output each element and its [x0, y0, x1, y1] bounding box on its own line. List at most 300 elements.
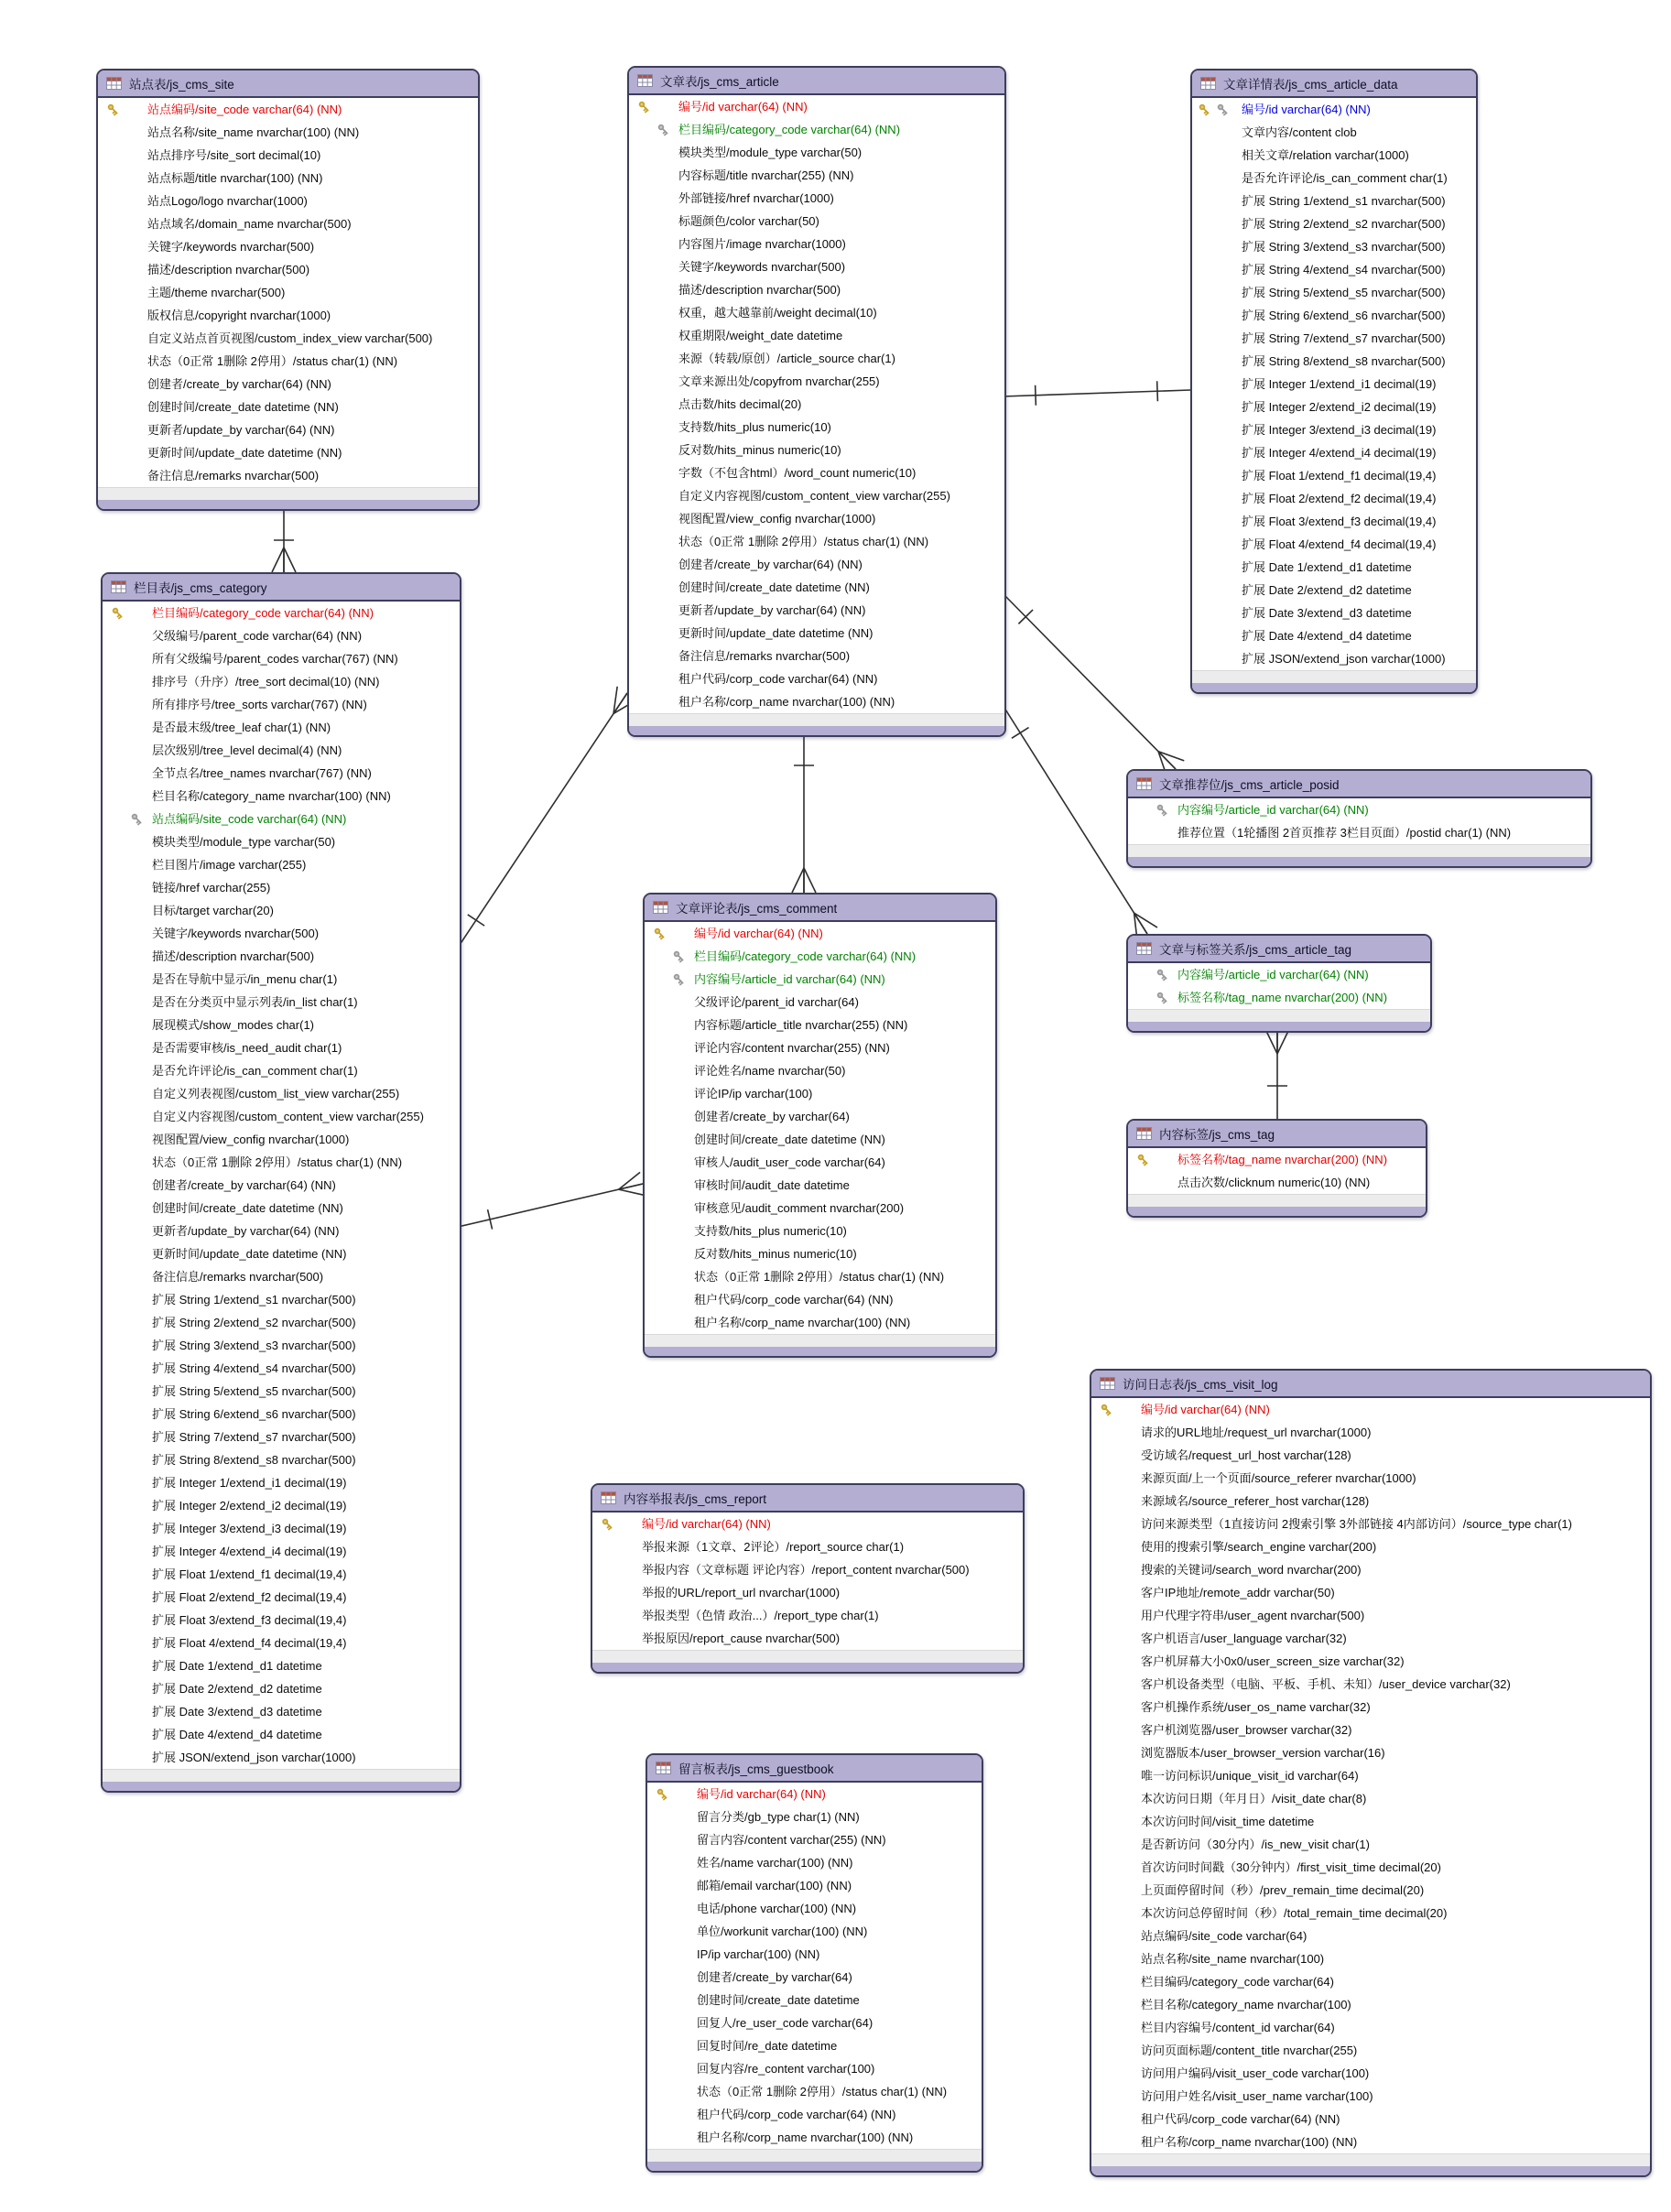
field-row-extend_s1[interactable]: [103, 1288, 460, 1311]
field-list: [647, 1783, 982, 2149]
field-text: 扩展 Float 1/extend_f1 decimal(19,4): [152, 1567, 347, 1581]
field-row-request_url_host[interactable]: [1091, 1444, 1650, 1467]
field-row-report_cause[interactable]: [592, 1627, 1023, 1650]
field-row-keywords[interactable]: [103, 922, 460, 945]
field-row-source_type[interactable]: [1091, 1513, 1650, 1535]
field-text: 电话/phone varchar(100) (NN): [697, 1902, 857, 1915]
field-text: 栏目图片/image varchar(255): [152, 858, 307, 872]
field-row-extend_s7[interactable]: [1192, 327, 1476, 350]
field-text: 扩展 Integer 4/extend_i4 decimal(19): [152, 1545, 347, 1558]
field-text: 状态（0正常 1删除 2停用）/status char(1) (NN): [697, 2085, 948, 2098]
field-row-hits_plus[interactable]: [629, 416, 1004, 439]
field-row-is_can_comment[interactable]: [103, 1059, 460, 1082]
field-text: 来源页面/上一个页面/source_referer nvarchar(1000): [1141, 1471, 1416, 1485]
field-row-status[interactable]: [647, 2080, 982, 2103]
field-row-re_user_code[interactable]: [647, 2011, 982, 2034]
field-row-extend_f3[interactable]: [103, 1609, 460, 1632]
foreign-key-icon: [1156, 803, 1169, 817]
table-js_cms_article[interactable]: [627, 66, 1006, 737]
field-row-user_browser_version[interactable]: [1091, 1741, 1650, 1764]
field-row-extend_d1[interactable]: [103, 1654, 460, 1677]
field-row-extend_s5[interactable]: [1192, 281, 1476, 304]
field-row-corp_code[interactable]: [645, 1288, 995, 1311]
table-title: 站点表/js_cms_site: [129, 78, 234, 92]
field-row-content_title[interactable]: [1091, 2039, 1650, 2062]
field-row-href[interactable]: [103, 876, 460, 899]
field-row-domain_name[interactable]: [98, 212, 478, 235]
field-row-user_os_name[interactable]: [1091, 1696, 1650, 1719]
field-row-visit_time[interactable]: [1091, 1810, 1650, 1833]
field-row-module_type[interactable]: [629, 141, 1004, 164]
field-row-extend_d4[interactable]: [103, 1723, 460, 1746]
field-row-report_url[interactable]: [592, 1581, 1023, 1604]
field-text: 栏目编码/category_code varchar(64): [1141, 1975, 1334, 1989]
field-row-extend_f2[interactable]: [1192, 487, 1476, 510]
field-text: 编号/id varchar(64) (NN): [1242, 103, 1371, 116]
field-row-prev_remain_time[interactable]: [1091, 1879, 1650, 1902]
field-row-user_agent[interactable]: [1091, 1604, 1650, 1627]
field-row-update_by[interactable]: [103, 1220, 460, 1242]
table-title: 文章评论表/js_cms_comment: [676, 902, 838, 916]
field-row-audit_comment[interactable]: [645, 1197, 995, 1220]
field-row-extend_s3[interactable]: [1192, 235, 1476, 258]
table-icon: [1136, 777, 1152, 790]
field-row-user_device[interactable]: [1091, 1673, 1650, 1696]
field-text: 本次访问总停留时间（秒）/total_remain_time decimal(20): [1141, 1906, 1448, 1920]
field-text: 扩展 Integer 2/extend_i2 decimal(19): [1242, 400, 1437, 414]
field-row-article_id[interactable]: [1128, 798, 1590, 821]
field-row-title[interactable]: [629, 164, 1004, 187]
field-row-site_sort[interactable]: [98, 144, 478, 167]
field-row-ip[interactable]: [645, 1082, 995, 1105]
table-js_cms_comment[interactable]: [643, 893, 997, 1358]
field-row-corp_code[interactable]: [647, 2103, 982, 2126]
field-row-description[interactable]: [98, 258, 478, 281]
field-row-extend_s6[interactable]: [103, 1403, 460, 1426]
field-row-extend_d3[interactable]: [1192, 602, 1476, 624]
field-row-clicknum[interactable]: [1128, 1171, 1426, 1194]
field-row-site_name[interactable]: [98, 121, 478, 144]
table-js_cms_tag[interactable]: [1126, 1119, 1427, 1218]
field-row-keywords[interactable]: [98, 235, 478, 258]
field-row-extend_s7[interactable]: [103, 1426, 460, 1448]
field-text: 扩展 String 5/extend_s5 nvarchar(500): [152, 1384, 356, 1398]
table-js_cms_article_posid[interactable]: [1126, 769, 1592, 868]
field-row-extend_s2[interactable]: [1192, 212, 1476, 235]
field-row-custom_index_view[interactable]: [98, 327, 478, 350]
table-js_cms_visit_log[interactable]: [1090, 1369, 1652, 2177]
field-row-create_date[interactable]: [98, 396, 478, 418]
field-row-上一个页面[interactable]: [1091, 1467, 1650, 1490]
field-text: 状态（0正常 1删除 2停用）/status char(1) (NN): [694, 1270, 945, 1284]
field-row-create_by[interactable]: [645, 1105, 995, 1128]
field-row-total_remain_time[interactable]: [1091, 1902, 1650, 1925]
field-row-in_menu[interactable]: [103, 968, 460, 991]
field-row-update_date[interactable]: [103, 1242, 460, 1265]
field-row-copyright[interactable]: [98, 304, 478, 327]
field-row-audit_date[interactable]: [645, 1174, 995, 1197]
table-footer: [1192, 670, 1476, 683]
field-row-extend_f1[interactable]: [1192, 464, 1476, 487]
field-row-remarks[interactable]: [629, 645, 1004, 667]
field-row-extend_i1[interactable]: [1192, 373, 1476, 396]
field-row-name[interactable]: [645, 1059, 995, 1082]
field-row-extend_f3[interactable]: [1192, 510, 1476, 533]
field-text: 访问来源类型（1直接访问 2搜索引擎 3外部链接 4内部访问）/source_type char(1): [1141, 1517, 1572, 1531]
field-row-phone[interactable]: [647, 1897, 982, 1920]
field-row-report_content[interactable]: [592, 1558, 1023, 1581]
field-row-title[interactable]: [98, 167, 478, 190]
field-text: 租户名称/corp_name nvarchar(100) (NN): [694, 1316, 911, 1329]
field-text: 站点名称/site_name nvarchar(100) (NN): [147, 125, 360, 139]
field-row-id[interactable]: [647, 1783, 982, 1805]
field-text: 扩展 Float 2/extend_f2 decimal(19,4): [1242, 492, 1437, 505]
field-text: 本次访问时间/visit_time datetime: [1141, 1815, 1315, 1828]
field-row-target[interactable]: [103, 899, 460, 922]
field-row-weight_date[interactable]: [629, 324, 1004, 347]
field-row-category_code[interactable]: [629, 118, 1004, 141]
field-row-status[interactable]: [629, 530, 1004, 553]
table-header[interactable]: [98, 70, 478, 98]
field-row-request_url[interactable]: [1091, 1421, 1650, 1444]
field-row-extend_json[interactable]: [1192, 647, 1476, 670]
field-row-extend_i2[interactable]: [1192, 396, 1476, 418]
field-row-is_need_audit[interactable]: [103, 1036, 460, 1059]
primary-key-icon: [653, 927, 667, 940]
field-text: 父级编号/parent_code varchar(64) (NN): [152, 629, 363, 643]
table-header[interactable]: [647, 1755, 982, 1783]
field-text: 编号/id varchar(64) (NN): [678, 100, 808, 114]
field-row-is_can_comment[interactable]: [1192, 167, 1476, 190]
table-header[interactable]: [1091, 1371, 1650, 1398]
field-text: 来源域名/source_referer_host varchar(128): [1141, 1494, 1370, 1508]
field-text: 扩展 Date 2/extend_d2 datetime: [152, 1682, 322, 1696]
field-row-extend_s1[interactable]: [1192, 190, 1476, 212]
field-text: 使用的搜索引擎/search_engine varchar(200): [1141, 1540, 1377, 1554]
field-text: 扩展 Integer 3/extend_i3 decimal(19): [152, 1522, 347, 1535]
field-row-site_code[interactable]: [98, 98, 478, 121]
field-text: 排序号（升序）/tree_sort decimal(10) (NN): [152, 675, 380, 689]
field-row-extend_s4[interactable]: [103, 1357, 460, 1380]
field-row-category_code[interactable]: [645, 945, 995, 968]
table-header[interactable]: [1128, 1121, 1426, 1148]
field-text: 扩展 Integer 1/extend_i1 decimal(19): [152, 1476, 347, 1490]
field-text: 扩展 Integer 2/extend_i2 decimal(19): [152, 1499, 347, 1513]
table-js_cms_site[interactable]: [96, 69, 480, 511]
field-row-extend_i2[interactable]: [103, 1494, 460, 1517]
field-row-原创）[interactable]: [629, 347, 1004, 370]
field-row-visit_user_name[interactable]: [1091, 2085, 1650, 2108]
field-row-weight[interactable]: [629, 301, 1004, 324]
field-row-corp_name[interactable]: [645, 1311, 995, 1334]
field-row-create_by[interactable]: [629, 553, 1004, 576]
field-row-audit_user_code[interactable]: [645, 1151, 995, 1174]
field-row-extend_f2[interactable]: [103, 1586, 460, 1609]
table-icon: [111, 580, 126, 593]
field-list: [1128, 798, 1590, 844]
field-row-tag_name[interactable]: [1128, 1148, 1426, 1171]
field-row-extend_d1[interactable]: [1192, 556, 1476, 579]
field-row-status[interactable]: [103, 1151, 460, 1174]
field-row-update_date[interactable]: [629, 622, 1004, 645]
field-list: [1192, 98, 1476, 670]
field-row-site_name[interactable]: [1091, 1947, 1650, 1970]
table-js_cms_guestbook[interactable]: [646, 1753, 983, 2173]
field-row-extend_i3[interactable]: [1192, 418, 1476, 441]
field-row-extend_s2[interactable]: [103, 1311, 460, 1334]
field-text: 展现模式/show_modes char(1): [152, 1018, 314, 1032]
field-row-parent_code[interactable]: [103, 624, 460, 647]
table-footer-bar: [1128, 1022, 1430, 1031]
field-row-tree_sorts[interactable]: [103, 693, 460, 716]
connection-category-article: [458, 687, 637, 948]
foreign-key-icon: [656, 123, 670, 136]
field-row-ip[interactable]: [647, 1943, 982, 1966]
field-row-status[interactable]: [645, 1265, 995, 1288]
field-row-corp_name[interactable]: [1091, 2131, 1650, 2153]
field-row-view_config[interactable]: [103, 1128, 460, 1151]
field-row-search_word[interactable]: [1091, 1558, 1650, 1581]
table-footer: [647, 2149, 982, 2162]
field-row-status[interactable]: [98, 350, 478, 373]
table-header[interactable]: [592, 1485, 1023, 1513]
field-row-first_visit_time[interactable]: [1091, 1856, 1650, 1879]
field-row-tree_leaf[interactable]: [103, 716, 460, 739]
field-row-extend_i4[interactable]: [103, 1540, 460, 1563]
field-row-update_date[interactable]: [98, 441, 478, 464]
field-text: 自定义站点首页视图/custom_index_view varchar(500): [147, 331, 433, 345]
field-text: 扩展 String 4/extend_s4 nvarchar(500): [152, 1361, 356, 1375]
field-text: 层次级别/tree_level decimal(4) (NN): [152, 743, 342, 757]
field-row-id[interactable]: [1091, 1398, 1650, 1421]
field-text: 扩展 Integer 4/extend_i4 decimal(19): [1242, 446, 1437, 460]
primary-key-icon: [106, 103, 120, 116]
field-text: 扩展 String 1/extend_s1 nvarchar(500): [1242, 194, 1446, 208]
table-js_cms_report[interactable]: [591, 1483, 1025, 1674]
field-text: 站点编码/site_code varchar(64) (NN): [152, 812, 347, 826]
field-row-hits[interactable]: [629, 393, 1004, 416]
field-row-parent_codes[interactable]: [103, 647, 460, 670]
field-row-image[interactable]: [103, 853, 460, 876]
field-row-content[interactable]: [1192, 121, 1476, 144]
field-text: 反对数/hits_minus numeric(10): [678, 443, 841, 457]
field-row-create_date[interactable]: [629, 576, 1004, 599]
field-row-create_by[interactable]: [647, 1966, 982, 1989]
field-row-id[interactable]: [645, 922, 995, 945]
field-row-remarks[interactable]: [103, 1265, 460, 1288]
table-icon: [1100, 1377, 1115, 1390]
field-row-id[interactable]: [1192, 98, 1476, 121]
field-row-custom_content_view[interactable]: [629, 484, 1004, 507]
field-text: 目标/target varchar(20): [152, 904, 274, 917]
field-row-extend_d4[interactable]: [1192, 624, 1476, 647]
field-row-is_new_visit[interactable]: [1091, 1833, 1650, 1856]
field-row-theme[interactable]: [98, 281, 478, 304]
field-row-in_list[interactable]: [103, 991, 460, 1014]
field-text: 租户代码/corp_code varchar(64) (NN): [1141, 2112, 1340, 2126]
field-row-extend_f1[interactable]: [103, 1563, 460, 1586]
field-row-parent_id[interactable]: [645, 991, 995, 1014]
field-row-search_engine[interactable]: [1091, 1535, 1650, 1558]
table-icon: [653, 901, 668, 914]
field-text: 扩展 Date 1/extend_d1 datetime: [152, 1659, 322, 1673]
field-row-create_date[interactable]: [103, 1197, 460, 1220]
field-text: 单位/workunit varchar(100) (NN): [697, 1925, 868, 1938]
field-row-content[interactable]: [645, 1036, 995, 1059]
field-row-extend_s5[interactable]: [103, 1380, 460, 1403]
field-row-category_code[interactable]: [1091, 1970, 1650, 1993]
field-row-corp_name[interactable]: [629, 690, 1004, 713]
field-row-extend_s4[interactable]: [1192, 258, 1476, 281]
field-text: 扩展 Integer 3/extend_i3 decimal(19): [1242, 423, 1437, 437]
field-row-article_id[interactable]: [645, 968, 995, 991]
field-row-visit_user_code[interactable]: [1091, 2062, 1650, 2085]
field-row-re_content[interactable]: [647, 2057, 982, 2080]
field-row-extend_d3[interactable]: [103, 1700, 460, 1723]
field-row-category_name[interactable]: [103, 785, 460, 808]
field-row-update_by[interactable]: [98, 418, 478, 441]
table-js_cms_article_tag[interactable]: [1126, 934, 1432, 1033]
table-header[interactable]: [645, 895, 995, 922]
field-row-copyfrom[interactable]: [629, 370, 1004, 393]
table-header[interactable]: [103, 574, 460, 602]
connection-site-category: [272, 507, 296, 572]
field-row-extend_s6[interactable]: [1192, 304, 1476, 327]
field-row-extend_f4[interactable]: [1192, 533, 1476, 556]
field-row-extend_i4[interactable]: [1192, 441, 1476, 464]
field-row-re_date[interactable]: [647, 2034, 982, 2057]
field-row-category_code[interactable]: [103, 602, 460, 624]
field-row-hits_plus[interactable]: [645, 1220, 995, 1242]
table-header[interactable]: [629, 68, 1004, 95]
table-header[interactable]: [1128, 936, 1430, 963]
field-row-module_type[interactable]: [103, 830, 460, 853]
field-row-category_name[interactable]: [1091, 1993, 1650, 2016]
field-text: 客户机屏幕大小0x0/user_screen_size varchar(32): [1141, 1654, 1405, 1668]
field-text: 本次访问日期（年月日）/visit_date char(8): [1141, 1792, 1367, 1805]
field-row-site_code[interactable]: [1091, 1925, 1650, 1947]
field-text: 主题/theme nvarchar(500): [147, 286, 286, 299]
field-text: 备注信息/remarks nvarchar(500): [678, 649, 851, 663]
field-text: 创建者/create_by varchar(64): [694, 1110, 850, 1123]
field-row-content_id[interactable]: [1091, 2016, 1650, 2039]
field-row-create_by[interactable]: [103, 1174, 460, 1197]
field-row-image[interactable]: [629, 233, 1004, 255]
field-row-description[interactable]: [103, 945, 460, 968]
table-footer: [1091, 2153, 1650, 2166]
field-text: 站点编码/site_code varchar(64): [1141, 1929, 1308, 1943]
field-row-unique_visit_id[interactable]: [1091, 1764, 1650, 1787]
field-row-source_referer_host[interactable]: [1091, 1490, 1650, 1513]
field-row-word_count[interactable]: [629, 461, 1004, 484]
table-header[interactable]: [1128, 771, 1590, 798]
field-row-relation[interactable]: [1192, 144, 1476, 167]
field-row-site_code[interactable]: [103, 808, 460, 830]
field-row-user_language[interactable]: [1091, 1627, 1650, 1650]
field-row-tree_names[interactable]: [103, 762, 460, 785]
field-row-extend_d2[interactable]: [1192, 579, 1476, 602]
field-row-extend_s3[interactable]: [103, 1334, 460, 1357]
field-row-hits_minus[interactable]: [629, 439, 1004, 461]
field-row-href[interactable]: [629, 187, 1004, 210]
field-row-logo[interactable]: [98, 190, 478, 212]
foreign-key-icon: [130, 812, 144, 826]
field-row-corp_name[interactable]: [647, 2126, 982, 2149]
field-text: 编号/id varchar(64) (NN): [1141, 1403, 1270, 1416]
table-header[interactable]: [1192, 70, 1476, 98]
field-row-corp_code[interactable]: [629, 667, 1004, 690]
field-row-custom_content_view[interactable]: [103, 1105, 460, 1128]
field-row-workunit[interactable]: [647, 1920, 982, 1943]
field-row-article_id[interactable]: [1128, 963, 1430, 986]
field-row-user_screen_size[interactable]: [1091, 1650, 1650, 1673]
field-row-create_date[interactable]: [645, 1128, 995, 1151]
field-row-extend_i1[interactable]: [103, 1471, 460, 1494]
field-row-tree_sort[interactable]: [103, 670, 460, 693]
field-text: 状态（0正常 1删除 2停用）/status char(1) (NN): [147, 354, 398, 368]
field-row-update_by[interactable]: [629, 599, 1004, 622]
field-list: [629, 95, 1004, 713]
field-row-article_title[interactable]: [645, 1014, 995, 1036]
field-row-custom_list_view[interactable]: [103, 1082, 460, 1105]
table-js_cms_category[interactable]: [101, 572, 461, 1793]
field-row-extend_json[interactable]: [103, 1746, 460, 1769]
field-text: 点击数/hits decimal(20): [678, 397, 802, 411]
field-row-extend_d2[interactable]: [103, 1677, 460, 1700]
field-row-remarks[interactable]: [98, 464, 478, 487]
field-row-create_date[interactable]: [647, 1989, 982, 2011]
field-row-visit_date[interactable]: [1091, 1787, 1650, 1810]
field-text: 审核时间/audit_date datetime: [694, 1178, 850, 1192]
field-row-id[interactable]: [629, 95, 1004, 118]
field-text: 创建时间/create_date datetime (NN): [152, 1201, 343, 1215]
field-row-description[interactable]: [629, 278, 1004, 301]
field-list: [103, 602, 460, 1769]
field-row-gb_type[interactable]: [647, 1805, 982, 1828]
field-row-remote_addr[interactable]: [1091, 1581, 1650, 1604]
table-footer-bar: [592, 1663, 1023, 1672]
field-row-report_source[interactable]: [592, 1535, 1023, 1558]
field-row-content[interactable]: [647, 1828, 982, 1851]
table-footer: [645, 1334, 995, 1347]
field-row-color[interactable]: [629, 210, 1004, 233]
field-row-id[interactable]: [592, 1513, 1023, 1535]
foreign-key-icon: [672, 972, 686, 986]
field-row-extend_s8[interactable]: [1192, 350, 1476, 373]
field-row-show_modes[interactable]: [103, 1014, 460, 1036]
field-text: 编号/id varchar(64) (NN): [694, 927, 823, 940]
field-row-create_by[interactable]: [98, 373, 478, 396]
field-row-corp_code[interactable]: [1091, 2108, 1650, 2131]
table-title: 栏目表/js_cms_category: [134, 581, 267, 595]
field-row-postid[interactable]: [1128, 821, 1590, 844]
field-row-view_config[interactable]: [629, 507, 1004, 530]
field-row-extend_i3[interactable]: [103, 1517, 460, 1540]
table-title: 内容举报表/js_cms_report: [624, 1492, 767, 1506]
field-row-tag_name[interactable]: [1128, 986, 1430, 1009]
field-row-name[interactable]: [647, 1851, 982, 1874]
field-row-extend_f4[interactable]: [103, 1632, 460, 1654]
field-row-user_browser[interactable]: [1091, 1719, 1650, 1741]
field-row-keywords[interactable]: [629, 255, 1004, 278]
field-row-extend_s8[interactable]: [103, 1448, 460, 1471]
field-row-tree_level[interactable]: [103, 739, 460, 762]
field-text: 内容标题/article_title nvarchar(255) (NN): [694, 1018, 908, 1032]
field-row-report_type[interactable]: [592, 1604, 1023, 1627]
table-js_cms_article_data[interactable]: [1190, 69, 1478, 694]
field-row-email[interactable]: [647, 1874, 982, 1897]
field-row-hits_minus[interactable]: [645, 1242, 995, 1265]
